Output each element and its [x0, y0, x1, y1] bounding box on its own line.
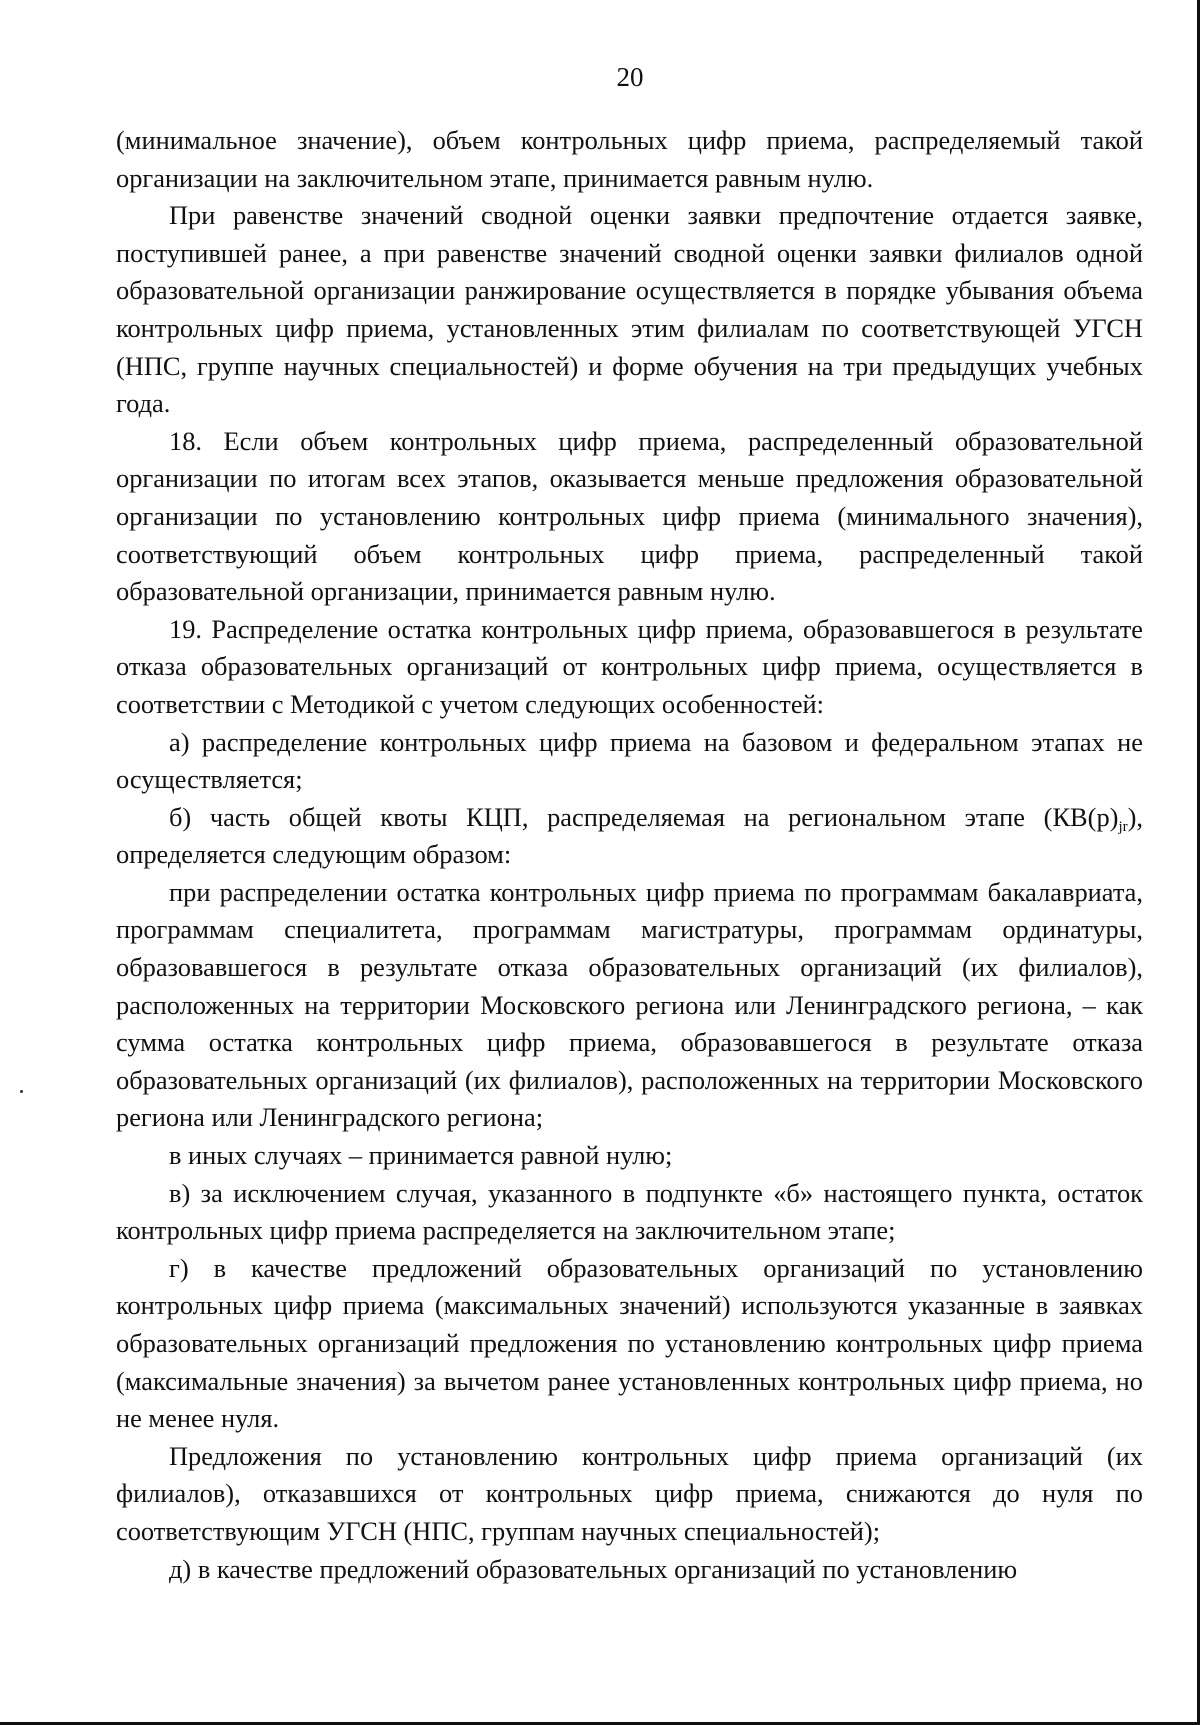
paragraph-other-cases: в иных случаях – принимается равной нулю;	[169, 1140, 673, 1171]
subitem-b-text-start: б) часть общей квоты КЦП, распределяемая на региональном этапе (КВ(р)	[169, 801, 1119, 832]
subscript-jr: jr	[1118, 818, 1128, 835]
paragraph-equal-scores: При равенстве значений сводной оценки заявки предпочтение отдается заявке, поступившей ранее, а при равенстве значений сводной оценки заявки филиалов одной образовательной организации ранжирование осуществляется в порядке убывания объема контрольных цифр приема, установленных этим филиалам по соответствующей УГСН (НПС, группе научных специальностей) и форме обучения на три предыдущих учебных года.	[116, 200, 1143, 419]
paragraph-subitem-b	[116, 799, 1143, 874]
paragraph-subitem-a: а) распределение контрольных цифр приема на базовом и федеральном этапах не осуществляется;	[116, 726, 1143, 795]
paragraph-subitem-v: в) за исключением случая, указанного в подпункте «б» настоящего пункта, остаток контрольных цифр приема распределяется на заключительном этапе;	[116, 1177, 1143, 1246]
paragraph-item-19: 19. Распределение остатка контрольных цифр приема, образовавшегося в результате отказа образовательных организаций от контрольных цифр приема, осуществляется в соответствии с Методикой с учетом следующих особенностей:	[116, 613, 1143, 719]
page-number: 20	[616, 62, 644, 92]
document-body	[116, 122, 1143, 1588]
paragraph-item-18: 18. Если объем контрольных цифр приема, распределенный образовательной организации по итогам всех этапов, оказывается меньше предложения образовательной организации по установлению контрольных цифр приема (минимального значения), соответствующий объем контрольных цифр приема, распределенный такой образовательной организации, принимается равным нулю.	[116, 425, 1143, 607]
paragraph-proposals-reduced: Предложения по установлению контрольных цифр приема организаций (их филиалов), отказавшихся от контрольных цифр приема, снижаются до нуля по соответствующим УГСН (НПС, группам научных специальностей);	[116, 1440, 1143, 1546]
scan-dot-mark	[20, 1090, 23, 1093]
paragraph-moscow-leningrad: при распределении остатка контрольных цифр приема по программам бакалавриата, программам специалитета, программам магистратуры, программам ординатуры, образовавшегося в результате отказа образовательных организаций (их филиалов), расположенных на территории Московского региона или Ленинградского региона, – как сумма остатка контрольных цифр приема, образовавшегося в результате отказа образовательных организаций (их филиалов), расположенных на территории Московского региона или Ленинградского региона;	[116, 876, 1143, 1133]
paragraph-continuation: (минимальное значение), объем контрольных цифр приема, распределяемый такой организации на заключительном этапе, принимается равным нулю.	[116, 125, 1143, 193]
paragraph-subitem-d: д) в качестве предложений образовательных организаций по установлению	[169, 1553, 1018, 1584]
paragraph-subitem-g: г) в качестве предложений образовательных организаций по установлению контрольных цифр приема (максимальных значений) используются указанные в заявках образовательных организаций предложения по установлению контрольных цифр приема (максимальные значения) за вычетом ранее установленных контрольных цифр приема, но не менее нуля.	[116, 1252, 1143, 1434]
subitem-b-text-end: ), определяется следующим образом:	[116, 801, 1143, 870]
